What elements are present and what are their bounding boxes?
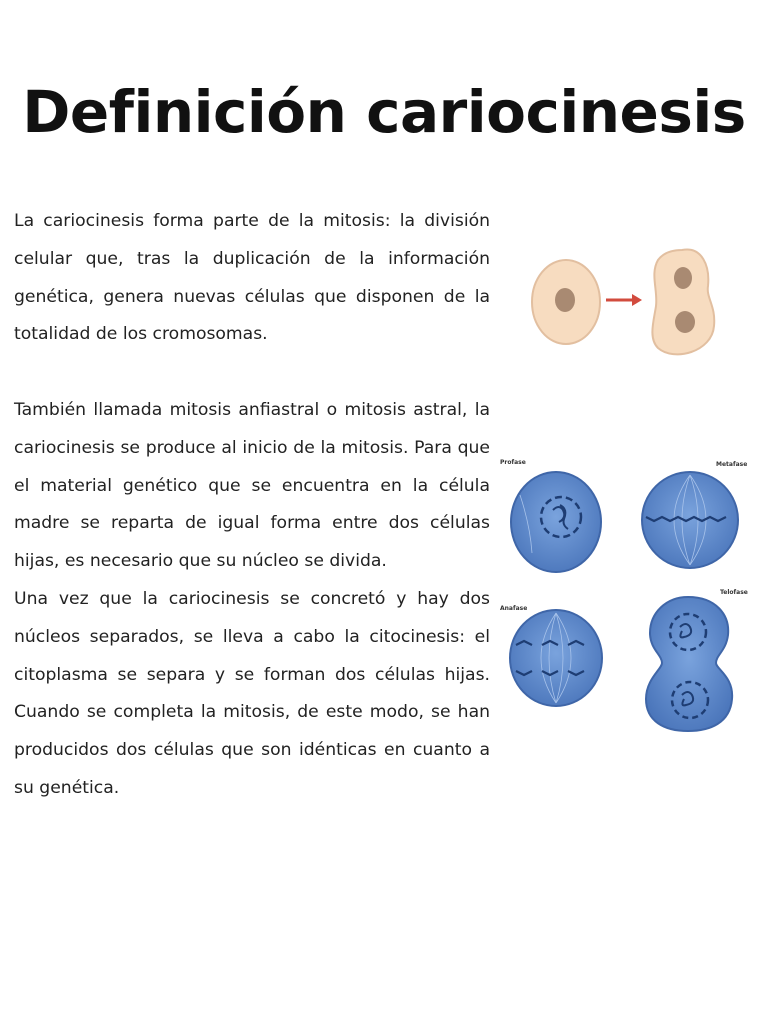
telophase-cell <box>646 597 732 731</box>
cell-division-figure <box>524 240 744 365</box>
label-anaphase: Anafase <box>500 605 528 612</box>
body-text <box>14 203 490 808</box>
daughter-cell <box>652 249 714 354</box>
mitosis-phases-figure <box>498 455 748 735</box>
arrow-icon <box>606 294 642 306</box>
label-metaphase: Metafase <box>716 461 748 468</box>
metaphase-cell <box>642 472 738 568</box>
paragraph-1: La cariocinesis forma parte de la mitosis: la división celular que, tras la duplicación de la información genética, genera nuevas células que disponen de la totalidad de los cromosomas. <box>14 211 490 345</box>
daughter-nucleus-top <box>674 267 692 289</box>
mother-nucleus <box>555 288 575 312</box>
label-telophase: Telofase <box>720 589 748 596</box>
daughter-nucleus-bottom <box>675 311 695 333</box>
page-title: Definición cariocinesis <box>22 78 746 146</box>
anaphase-cell <box>510 610 602 706</box>
label-prophase: Profase <box>500 459 526 466</box>
paragraph-2: También llamada mitosis anfiastral o mitosis astral, la cariocinesis se produce al inicio de la mitosis. Para que el material genético que se encuentra en la célula madre se reparta de igual forma entre dos células hijas, es necesario que su núcleo se divida. <box>14 399 490 572</box>
paragraph-3: Una vez que la cariocinesis se concretó y hay dos núcleos separados, se lleva a cabo la citocinesis: el citoplasma se separa y se forman dos células hijas. Cuando se completa la mitosis, de este modo, se han producidos dos células que son idénticas en cuanto a su genética. <box>14 588 490 798</box>
prophase-cell <box>511 472 601 572</box>
